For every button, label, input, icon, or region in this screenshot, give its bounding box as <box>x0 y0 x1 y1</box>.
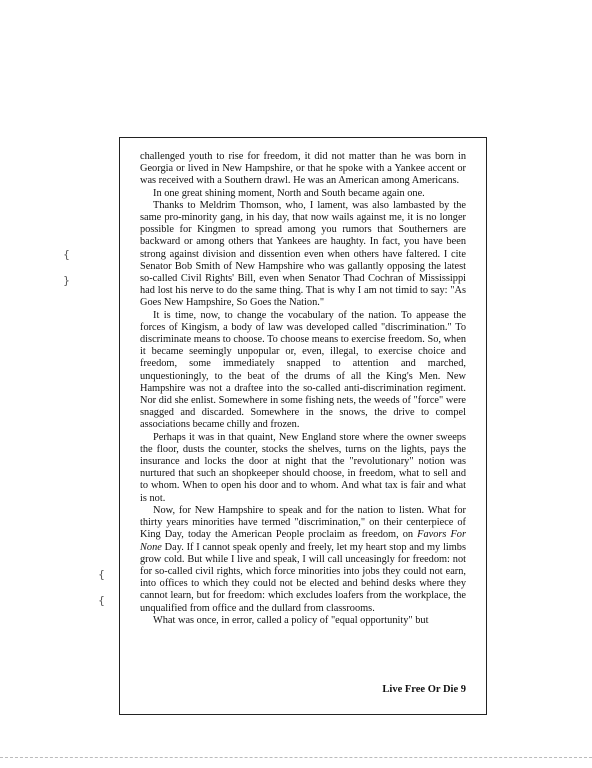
paragraph <box>140 505 466 615</box>
paragraph-text: Day. If I cannot speak openly and freely, let my heart stop and my limbs grow cold. But while I live and speak, I will call unceasingly for freedom: not for so-called civil rights, which force minorities into jobs they could not earn, into offices to which they could not be elected and behind desks where they cannot learn, but for freedom: which excludes loafers from the workplace, the unqualified from office and the dullard from classrooms. <box>140 541 466 614</box>
paragraph: Perhaps it was in that quaint, New England store where the owner sweeps the floor, dusts the counter, stocks the shelves, turns on the lights, pays the insurance and locks the door at night that the "revolutionary" notion was nurtured that such an shopkeeper should choose, in freedom, what to sell and to whom. When to open his door and to whom. And what tax is fair and what is not. <box>140 431 466 504</box>
paragraph-text: Now, for New Hampshire to speak and for the nation to listen. What for thirty years minorities have termed "discrimination," on their centerpiece of King Day, today the American People proclaim as freedom, on <box>140 504 466 541</box>
page-body-text <box>140 151 466 627</box>
paragraph: challenged youth to rise for freedom, it did not matter than he was born in Georgia or lived in New Hampshire, or that he spoke with a Yankee accent or was received with a Southern drawl. He was an American among Americans. <box>140 151 466 187</box>
scan-artifact-mark: { <box>98 568 105 581</box>
scan-artifact-mark: { <box>63 248 70 261</box>
paragraph: What was once, in error, called a policy of "equal opportunity" but <box>153 614 429 626</box>
italic-title: Favors For None <box>140 529 466 553</box>
paragraph: In one great shining moment, North and South became again one. <box>153 187 425 199</box>
scan-edge-line <box>0 757 592 758</box>
paragraph: Thanks to Meldrim Thomson, who, I lament, was also lambasted by the same pro-minority gang, in his day, that now wails against me, it is no longer possible for Kingmen to spread among you rumors that Southerners are backward or among others that Yankees are haughty. In fact, you have been strong against division and dissention even when others have faltered. I cite Senator Bob Smith of New Hampshire who was gallantly opposing the latest so-called Civil Rights' Bill, even when Senator Thad Cochran of Mississippi had lost his nerve to do the same thing. That is why I am not timid to say: "As Goes New Hampshire, So Goes the Nation." <box>140 199 466 309</box>
page-footer: Live Free Or Die 9 <box>382 684 466 695</box>
scan-artifact-mark: { <box>98 594 105 607</box>
paragraph: It is time, now, to change the vocabulary of the nation. To appease the forces of Kingism, a body of law was developed called "discrimination." To discriminate means to choose. To choose means to exercise freedom. So, when it became seemingly unpopular or, even, illegal, to exercise choice and freedom, some immediately snapped to attention and marched, unquestioningly, to the beat of the drums of all the King's Men. New Hampshire was not a draftee into the so-called anti-discrimination regiment. Nor did she enlist. Somewhere in some fishing nets, the weeds of "force" were snagged and discarded. Somewhere in the snows, the drive to compel associations became chilly and frozen. <box>140 309 466 431</box>
scan-artifact-mark: } <box>63 274 70 287</box>
